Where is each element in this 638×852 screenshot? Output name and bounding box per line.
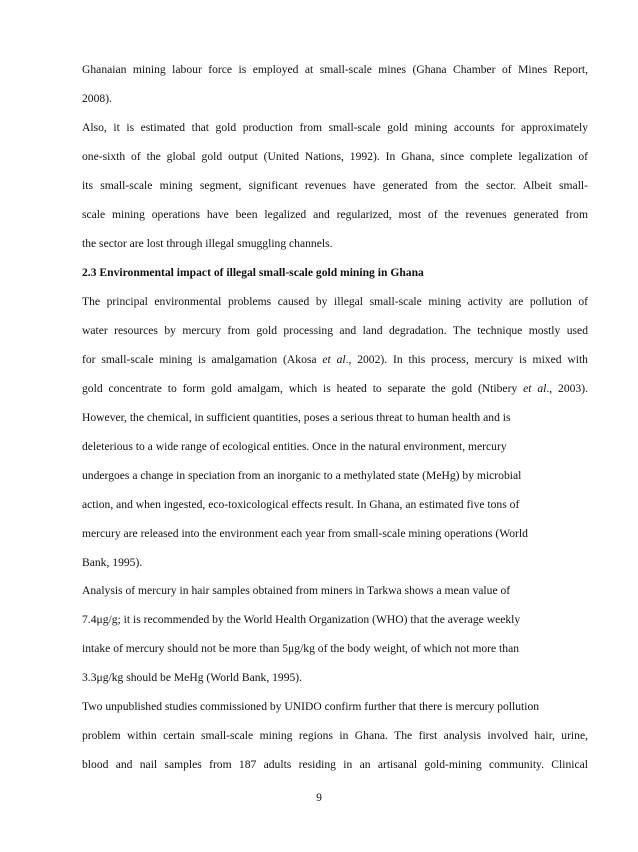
text-line: deleterious to a wide range of ecological entities. Once in the natural environment, mercury: [82, 440, 507, 453]
text-line: one-sixth of the global gold output (United Nations, 1992). In Ghana, since complete legalization of: [82, 150, 588, 163]
italic-citation: et al: [523, 382, 547, 395]
text-line: Two unpublished studies commissioned by UNIDO confirm further that there is mercury pollution: [82, 700, 540, 713]
italic-citation: et al: [322, 353, 346, 366]
text-line: 2008).: [82, 92, 112, 105]
text-line: intake of mercury should not be more than 5μg/kg of the body weight, of which not more than: [82, 642, 520, 655]
text-line: 7.4μg/g; it is recommended by the World Health Organization (WHO) that the average weekly: [82, 613, 521, 626]
text-run: gold concentrate to form gold amalgam, which is heated to separate the gold (Ntibery: [82, 382, 524, 395]
text-line: blood and nail samples from 187 adults residing in an artisanal gold-mining community. Clinical: [82, 758, 588, 771]
text-line: Bank, 1995).: [82, 556, 143, 569]
text-line: Also, it is estimated that gold production from small-scale gold mining accounts for approximately: [82, 121, 588, 134]
text-line: undergoes a change in speciation from an inorganic to a methylated state (MeHg) by microbial: [82, 469, 522, 482]
section-heading: 2.3 Environmental impact of illegal small-scale gold mining in Ghana: [82, 266, 424, 279]
text-line: the sector are lost through illegal smuggling channels.: [82, 237, 333, 250]
text-line: However, the chemical, in sufficient quantities, poses a serious threat to human health and is: [82, 411, 511, 424]
text-line: The principal environmental problems caused by illegal small-scale mining activity are pollution of: [82, 295, 588, 308]
text-run: ., 2002). In this process, mercury is mixed with: [345, 353, 588, 366]
text-line: Ghanaian mining labour force is employed at small-scale mines (Ghana Chamber of Mines Report,: [82, 63, 588, 76]
text-line: mercury are released into the environment each year from small-scale mining operations (World: [82, 527, 528, 540]
text-line: action, and when ingested, eco-toxicological effects result. In Ghana, an estimated five tons of: [82, 498, 520, 511]
text-line: scale mining operations have been legalized and regularized, most of the revenues generated from: [82, 208, 588, 221]
text-line: water resources by mercury from gold processing and land degradation. The technique mostly used: [82, 324, 588, 337]
text-line: [82, 353, 588, 367]
text-line: Analysis of mercury in hair samples obtained from miners in Tarkwa shows a mean value of: [82, 584, 511, 597]
text-run: for small-scale mining is amalgamation (Akosa: [82, 353, 323, 366]
page-number: 9: [316, 791, 322, 804]
text-line: problem within certain small-scale mining regions in Ghana. The first analysis involved hair, urine,: [82, 729, 588, 742]
text-line: 3.3μg/kg should be MeHg (World Bank, 1995).: [82, 671, 303, 684]
text-line: [82, 382, 588, 396]
text-run: ., 2003).: [546, 382, 588, 395]
text-line: its small-scale mining segment, significant revenues have generated from the sector. Albeit small-: [82, 179, 588, 192]
